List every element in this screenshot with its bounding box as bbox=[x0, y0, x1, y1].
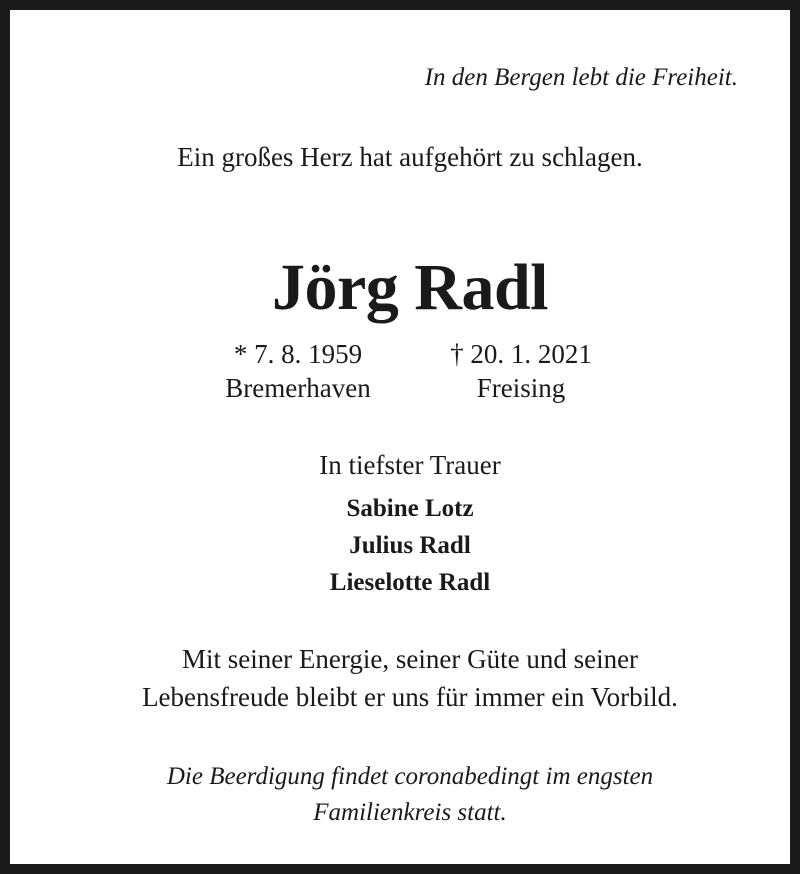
funeral-note-line: Familienkreis statt. bbox=[313, 799, 507, 826]
death-date: † 20. 1. 2021 bbox=[450, 339, 592, 369]
tribute-text bbox=[10, 640, 800, 716]
mourner-name: Sabine Lotz bbox=[346, 495, 474, 522]
deceased-name: Jörg Radl bbox=[272, 251, 548, 324]
mourner-name: Julius Radl bbox=[349, 532, 471, 559]
funeral-note bbox=[10, 759, 800, 831]
birth-date: * 7. 8. 1959 bbox=[233, 339, 363, 369]
death-info bbox=[410, 337, 632, 405]
funeral-note-line: Die Beerdigung findet coronabedingt im engsten bbox=[166, 763, 654, 790]
birth-place: Bremerhaven bbox=[225, 373, 371, 403]
birth-info bbox=[188, 337, 408, 405]
tribute-line: Lebensfreude bleibt er uns für immer ein Vorbild. bbox=[142, 682, 678, 712]
mourning-label: In tiefster Trauer bbox=[319, 450, 501, 480]
mourners-list bbox=[10, 490, 800, 601]
intro-line: Ein großes Herz hat aufgehört zu schlagen. bbox=[177, 142, 643, 172]
tribute-line: Mit seiner Energie, seiner Güte und seiner bbox=[181, 644, 639, 674]
motto: In den Bergen lebt die Freiheit. bbox=[424, 64, 738, 91]
death-place: Freising bbox=[476, 373, 566, 403]
mourner-name: Lieselotte Radl bbox=[329, 569, 491, 596]
